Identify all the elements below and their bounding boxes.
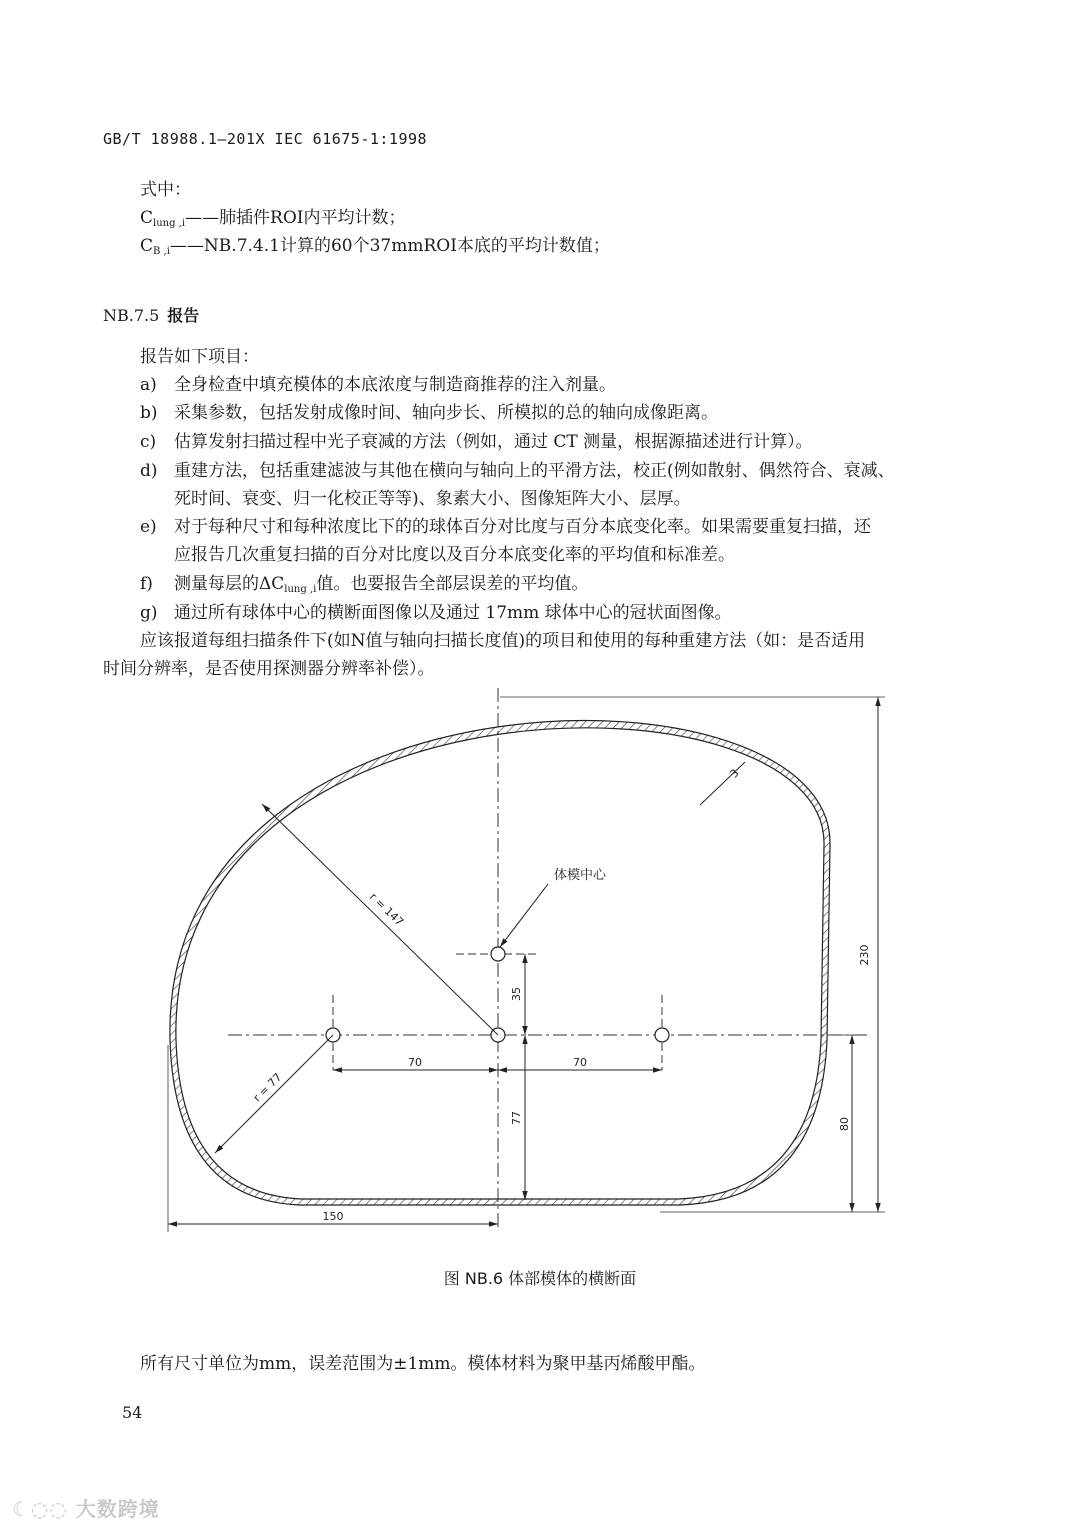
section-number: NB.7.5 xyxy=(103,306,160,325)
symbol-c: C xyxy=(140,208,154,228)
symbol-sub: lung ,i xyxy=(153,218,186,229)
large-radius-leader xyxy=(262,804,498,1035)
watermark-logo-icon: ☾◌◌ xyxy=(12,1497,76,1521)
watermark xyxy=(12,1493,160,1522)
symbol-c: C xyxy=(140,236,154,256)
symbol-sub: lung ,i xyxy=(284,584,317,595)
closing-paragraph-line1: 应该报道每组扫描条件下(如N值与轴向扫描长度值)的项目和使用的每种重建方法（如：是否适用 xyxy=(140,631,866,651)
list-marker: c) xyxy=(140,432,157,452)
height-label: 230 xyxy=(858,944,871,966)
list-text: 估算发射扫描过程中光子衰减的方法（例如，通过 CT 测量，根据源描述进行计算）。 xyxy=(174,432,813,452)
list-text: 采集参数，包括发射成像时间、轴向步长、所模拟的总的轴向成像距离。 xyxy=(174,403,718,423)
list-marker: a) xyxy=(140,375,157,395)
dimension-note: 所有尺寸单位为mm，误差范围为±1mm。模体材料为聚甲基丙烯酸甲酯。 xyxy=(140,1354,706,1374)
offset-label: 35 xyxy=(510,987,523,1001)
list-text: 对于每种尺寸和每种浓度比下的的球体百分对比度与百分本底变化率。如果需要重复扫描，还 xyxy=(174,517,871,537)
list-text: 通过所有球体中心的横断面图像以及通过 17mm 球体中心的冠状面图像。 xyxy=(174,603,732,623)
phantom-center-hole xyxy=(491,947,505,961)
left-spacing-label: 70 xyxy=(408,1056,422,1069)
small-radius-leader xyxy=(215,1035,333,1153)
formula-intro: 式中： xyxy=(140,180,191,200)
wall-thickness-label: 3 xyxy=(727,766,742,781)
side-height-label: 80 xyxy=(838,1117,851,1131)
definition: ——NB.7.4.1计算的60个37mmROI本底的平均计数值； xyxy=(169,236,610,256)
small-radius-label: r = 77 xyxy=(250,1070,285,1105)
center-bottom-label: 77 xyxy=(510,1111,523,1125)
list-marker: f) xyxy=(140,574,153,594)
center-label-leader xyxy=(500,884,548,947)
report-intro: 报告如下项目： xyxy=(140,347,259,367)
wall-thickness-leader xyxy=(700,762,745,805)
list-text: 值。也要报告全部层误差的平均值。 xyxy=(316,574,589,594)
list-text: 重建方法，包括重建滤波与其他在横向与轴向上的平滑方法，校正(例如散射、偶然符合、衰减、 xyxy=(174,461,895,481)
list-item-e-continued: 应报告几次重复扫描的百分对比度以及百分本底变化率的平均值和标准差。 xyxy=(174,545,735,565)
list-marker: g) xyxy=(140,603,158,623)
list-marker: d) xyxy=(140,461,158,481)
list-marker: b) xyxy=(140,403,158,423)
list-item-d-continued: 死时间、衰变、归一化校正等等)、象素大小、图像矩阵大小、层厚。 xyxy=(174,489,691,509)
half-width-label: 150 xyxy=(322,1210,344,1223)
phantom-wall xyxy=(170,721,830,1205)
large-radius-label: r = 147 xyxy=(366,890,406,929)
definition: ——肺插件ROI内平均计数； xyxy=(185,208,406,228)
center-label: 体模中心 xyxy=(554,868,607,883)
right-hole xyxy=(655,1028,669,1042)
figure-caption: 图 NB.6 体部模体的横断面 xyxy=(443,1269,637,1288)
right-spacing-label: 70 xyxy=(573,1056,587,1069)
closing-paragraph-line2: 时间分辨率，是否使用探测器分辨率补偿）。 xyxy=(103,659,435,679)
section-title: 报告 xyxy=(167,306,200,325)
standard-header: GB/T 18988.1—201X IEC 61675-1:1998 xyxy=(103,130,428,148)
page-number: 54 xyxy=(122,1403,143,1422)
list-text: 测量每层的ΔC xyxy=(174,574,285,594)
symbol-sub: B ,i xyxy=(153,246,170,257)
list-text: 全身检查中填充模体的本底浓度与制造商推荐的注入剂量。 xyxy=(174,375,616,395)
watermark-text: 大数跨境 xyxy=(75,1497,160,1521)
list-marker: e) xyxy=(140,517,157,537)
